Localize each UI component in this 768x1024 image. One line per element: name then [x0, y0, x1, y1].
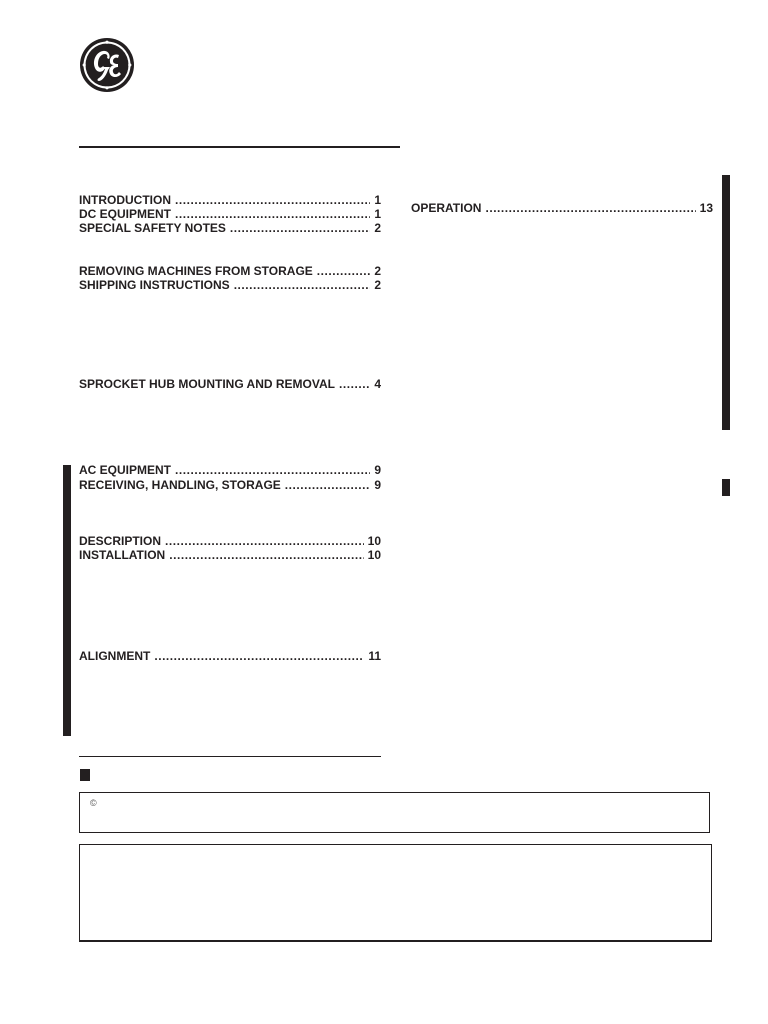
toc-label: SHIPPING INSTRUCTIONS	[79, 278, 230, 292]
toc-label: ALIGNMENT	[79, 649, 151, 663]
toc-page-number: 11	[368, 649, 381, 663]
toc-page-number: 10	[367, 534, 381, 548]
toc-page-number: 10	[367, 548, 381, 562]
revision-bar	[722, 479, 730, 496]
toc-leader	[485, 201, 695, 215]
toc-entry[interactable]	[79, 278, 381, 292]
toc-label: DC EQUIPMENT	[79, 207, 172, 221]
copyright-box	[79, 792, 710, 833]
toc-page-number: 2	[374, 264, 381, 278]
toc-leader	[234, 278, 371, 292]
toc-label: DESCRIPTION	[79, 534, 162, 548]
ge-monogram-icon	[79, 37, 135, 93]
toc-page-number: 1	[374, 207, 381, 221]
toc-page-number: 9	[374, 463, 381, 477]
toc-page-number: 2	[374, 221, 381, 235]
toc-leader	[165, 534, 364, 548]
copyright-symbol: ©	[90, 798, 97, 808]
toc-leader	[317, 264, 371, 278]
toc-entry[interactable]	[79, 193, 381, 207]
toc-entry[interactable]	[79, 534, 381, 548]
toc-page-number: 9	[374, 478, 381, 492]
toc-leader	[285, 478, 371, 492]
toc-leader	[154, 649, 364, 663]
revision-bar	[722, 175, 730, 430]
toc-label: INSTALLATION	[79, 548, 166, 562]
toc-label: RECEIVING, HANDLING, STORAGE	[79, 478, 281, 492]
toc-label: OPERATION	[411, 201, 482, 215]
toc-entry[interactable]	[79, 207, 381, 221]
toc-entry[interactable]	[79, 548, 381, 562]
toc-leader	[169, 548, 363, 562]
notice-box	[79, 844, 712, 942]
toc-entry[interactable]	[79, 649, 381, 663]
toc-leader	[175, 463, 370, 477]
toc-page-number: 4	[374, 377, 381, 391]
toc-page-number: 1	[374, 193, 381, 207]
revision-marker	[80, 769, 90, 781]
toc-label: AC EQUIPMENT	[79, 463, 172, 477]
toc-entry[interactable]	[79, 478, 381, 492]
section-rule	[79, 756, 381, 757]
toc-entry[interactable]	[79, 221, 381, 235]
toc-leader	[230, 221, 370, 235]
toc-page-number: 13	[699, 201, 713, 215]
toc-leader	[339, 377, 370, 391]
revision-bar	[63, 465, 71, 736]
title-rule	[79, 146, 400, 148]
toc-page-number: 2	[374, 278, 381, 292]
toc-label: SPECIAL SAFETY NOTES	[79, 221, 226, 235]
toc-label: SPROCKET HUB MOUNTING AND REMOVAL	[79, 377, 335, 391]
toc-entry[interactable]	[79, 463, 381, 477]
toc-label: REMOVING MACHINES FROM STORAGE	[79, 264, 313, 278]
toc-entry[interactable]	[411, 201, 713, 215]
toc-entry[interactable]	[79, 377, 381, 391]
toc-entry[interactable]	[79, 264, 381, 278]
toc-leader	[175, 193, 370, 207]
toc-leader	[175, 207, 370, 221]
toc-label: INTRODUCTION	[79, 193, 171, 207]
